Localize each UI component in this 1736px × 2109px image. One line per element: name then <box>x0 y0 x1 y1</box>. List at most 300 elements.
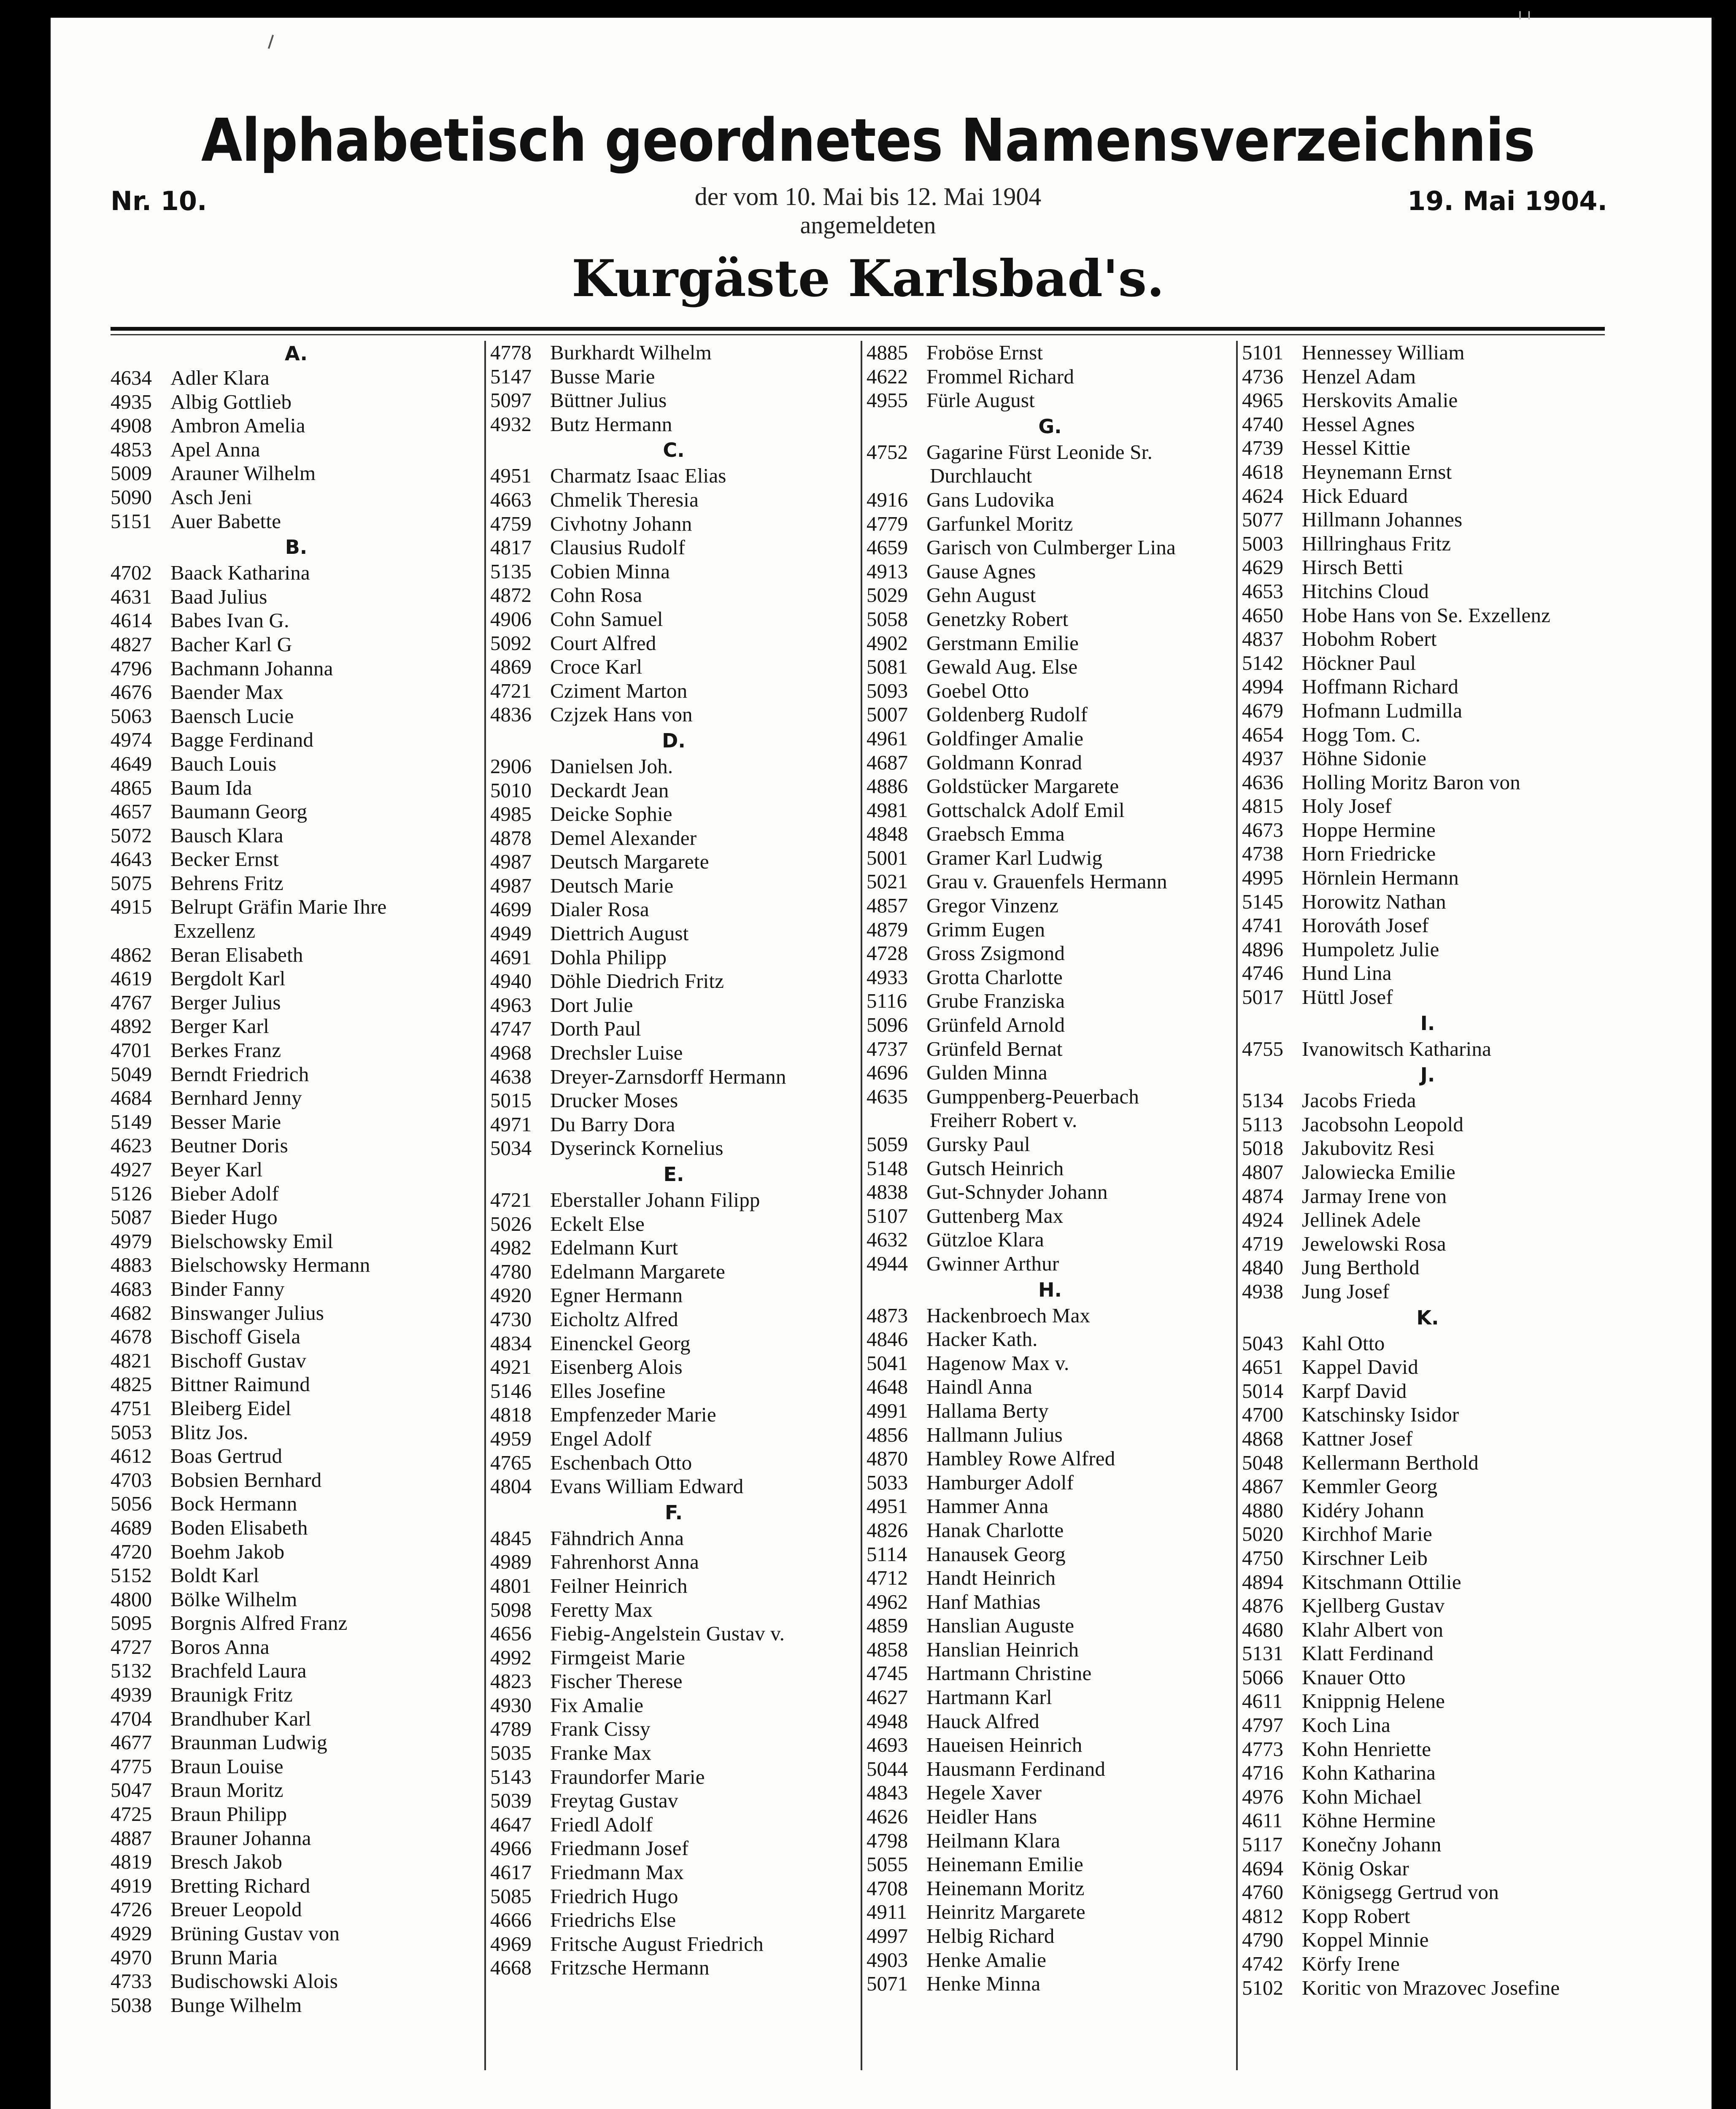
guest-number: 4703 <box>111 1468 152 1491</box>
guest-number: 4981 <box>867 798 908 822</box>
guest-name: Dreyer-Zarnsdorff Hermann <box>550 1065 786 1088</box>
guest-name: Haueisen Heinrich <box>926 1733 1083 1757</box>
guest-entry <box>111 1038 482 1063</box>
guest-entry <box>1242 1113 1613 1137</box>
guest-name: Diettrich August <box>550 922 689 945</box>
guest-number: 4834 <box>490 1331 532 1355</box>
guest-entry <box>111 704 482 728</box>
guest-number: 4738 <box>1242 842 1283 866</box>
guest-name: Jalowiecka Emilie <box>1302 1160 1455 1184</box>
guest-number: 5132 <box>111 1659 152 1683</box>
guest-entry <box>111 485 482 510</box>
guest-number: 4789 <box>490 1717 532 1741</box>
guest-name: Brauner Johanna <box>170 1826 311 1850</box>
guest-name: Gause Agnes <box>926 559 1036 583</box>
guest-name: Dorth Paul <box>550 1017 641 1041</box>
guest-name: Burkhardt Wilhelm <box>550 341 712 364</box>
guest-number: 5066 <box>1242 1665 1283 1689</box>
guest-name: Deicke Sophie <box>550 802 672 826</box>
guest-entry <box>1242 771 1613 795</box>
guest-number: 4878 <box>490 826 532 850</box>
guest-entry <box>867 894 1234 918</box>
guest-name: Braun Philipp <box>170 1802 287 1826</box>
guest-entry <box>111 1325 482 1349</box>
guest-number: 5101 <box>1242 341 1283 364</box>
guest-number: 4701 <box>111 1038 152 1062</box>
guest-name: Hanf Mathias <box>926 1590 1041 1613</box>
guest-number: 4635 <box>867 1084 908 1108</box>
header-rule-thin <box>111 334 1605 335</box>
guest-name: Knauer Otto <box>1302 1665 1406 1689</box>
guest-name: Drucker Moses <box>550 1089 678 1112</box>
guest-name: Bretting Richard <box>170 1874 310 1897</box>
guest-name: Berger Julius <box>170 990 281 1014</box>
guest-name: Grünfeld Arnold <box>926 1013 1065 1037</box>
guest-number: 4611 <box>1242 1689 1283 1713</box>
guest-name: Holy Josef <box>1302 794 1392 818</box>
guest-number: 4879 <box>867 917 908 941</box>
guest-name: Breuer Leopold <box>170 1898 302 1921</box>
guest-number: 5021 <box>867 870 908 893</box>
guest-number: 4868 <box>1242 1427 1283 1450</box>
guest-name: Eckelt Else <box>550 1212 645 1235</box>
guest-entry <box>1242 985 1613 1009</box>
guest-number: 4846 <box>867 1327 908 1351</box>
guest-name: Bacher Karl G <box>170 632 292 656</box>
guest-entry <box>490 464 857 488</box>
guest-name: Jellinek Adele <box>1302 1208 1421 1232</box>
guest-name: Gumppenberg-Peuerbach <box>926 1084 1139 1108</box>
guest-number: 5097 <box>490 388 532 412</box>
guest-name: Goldfinger Amalie <box>926 726 1084 750</box>
guest-name: Hessel Kittie <box>1302 436 1411 460</box>
guest-name: Holling Moritz Baron von <box>1302 770 1520 794</box>
guest-name: Hoppe Hermine <box>1302 818 1436 841</box>
guest-entry <box>490 365 857 389</box>
guest-entry <box>1242 866 1613 890</box>
guest-number: 4970 <box>111 1945 152 1969</box>
guest-name: Hofmann Ludmilla <box>1302 699 1463 722</box>
guest-entry <box>1242 1737 1613 1761</box>
guest-entry <box>1242 1475 1613 1499</box>
guest-entry <box>490 1861 857 1885</box>
guest-number: 5041 <box>867 1351 908 1375</box>
guest-entry <box>1242 842 1613 866</box>
guest-number: 4676 <box>111 680 152 704</box>
guest-name: Ivanowitsch Katharina <box>1302 1037 1492 1060</box>
guest-name: Hessel Agnes <box>1302 412 1415 436</box>
guest-entry <box>1242 1451 1613 1475</box>
guest-entry <box>867 1853 1234 1877</box>
guest-entry <box>867 751 1234 775</box>
guest-number: 4825 <box>111 1373 152 1396</box>
guest-number: 4944 <box>867 1251 908 1275</box>
guest-number: 4930 <box>490 1693 532 1717</box>
guest-number: 5047 <box>111 1778 152 1802</box>
guest-number: 4663 <box>490 488 532 511</box>
guest-number: 4737 <box>867 1037 908 1060</box>
guest-name: Genetzky Robert <box>926 607 1069 631</box>
guest-name: Deutsch Margarete <box>550 850 709 874</box>
guest-number: 4940 <box>490 969 532 993</box>
guest-entry <box>867 822 1234 846</box>
guest-number: 5152 <box>111 1564 152 1587</box>
guest-name: Danielsen Joh. <box>550 754 673 778</box>
guest-entry <box>1242 1332 1613 1356</box>
guest-name: Gross Zsigmond <box>926 941 1065 965</box>
guest-entry <box>1242 699 1613 723</box>
guest-entry <box>1242 1427 1613 1451</box>
guest-name: Baack Katharina <box>170 561 310 585</box>
guest-name: Hagenow Max v. <box>926 1351 1069 1375</box>
guest-name: Braunman Ludwig <box>170 1731 327 1754</box>
guest-number: 4693 <box>867 1733 908 1757</box>
guest-name: Engel Adolf <box>550 1427 652 1450</box>
guest-name: Kohn Henriette <box>1302 1737 1431 1761</box>
guest-number: 5149 <box>111 1110 152 1133</box>
guest-number: 4859 <box>867 1614 908 1637</box>
guest-entry <box>1242 1089 1613 1113</box>
guest-number: 4614 <box>111 609 152 632</box>
guest-number: 4995 <box>1242 866 1283 890</box>
guest-number: 5048 <box>1242 1451 1283 1474</box>
guest-number: 5095 <box>111 1611 152 1635</box>
guest-name: Baad Julius <box>170 585 267 608</box>
guest-number: 5116 <box>867 989 907 1013</box>
guest-name: Jarmay Irene von <box>1302 1184 1447 1208</box>
guest-name: Grotta Charlotte <box>926 965 1063 989</box>
guest-entry <box>490 1136 857 1160</box>
guest-number: 4874 <box>1242 1184 1283 1208</box>
guest-entry <box>1242 1928 1613 1952</box>
guest-entry <box>867 1900 1234 1924</box>
guest-number: 4992 <box>490 1645 532 1669</box>
guest-number: 4921 <box>490 1355 532 1379</box>
guest-entry <box>1242 413 1613 437</box>
guest-name: Helbig Richard <box>926 1924 1055 1947</box>
guest-name: Hobe Hans von Se. Exzellenz <box>1302 603 1551 627</box>
guest-number: 4896 <box>1242 937 1283 961</box>
guest-name: Boas Gertrud <box>170 1444 283 1468</box>
guest-number: 4726 <box>111 1898 152 1921</box>
guest-entry <box>490 969 857 993</box>
guest-entry <box>867 1661 1234 1686</box>
guest-number: 4736 <box>1242 364 1283 388</box>
guest-number: 4959 <box>490 1427 532 1450</box>
guest-entry <box>867 1228 1234 1252</box>
guest-name: Bischoff Gustav <box>170 1348 306 1372</box>
guest-number: 5017 <box>1242 985 1283 1009</box>
guest-name: Kirschner Leib <box>1302 1546 1428 1570</box>
guest-name: Charmatz Isaac Elias <box>550 464 726 488</box>
guest-name: Besser Marie <box>170 1110 281 1133</box>
guest-name: Albig Gottlieb <box>170 390 292 413</box>
guest-number: 4704 <box>111 1707 152 1730</box>
guest-number: 4612 <box>111 1444 152 1468</box>
guest-name: Goldstücker Margarete <box>926 774 1119 798</box>
guest-name: Heinritz Margarete <box>926 1900 1085 1924</box>
guest-name: Fischer Therese <box>550 1669 683 1693</box>
guest-name: Kohn Katharina <box>1302 1761 1436 1785</box>
guest-entry <box>490 388 857 413</box>
guest-name: Kellermann Berthold <box>1302 1451 1479 1474</box>
guest-number: 4906 <box>490 607 532 631</box>
guest-name: Kirchhof Marie <box>1302 1522 1432 1546</box>
guest-name: Klahr Albert von <box>1302 1618 1444 1641</box>
guest-number: 5049 <box>111 1062 152 1086</box>
guest-name: Edelmann Margarete <box>550 1259 725 1283</box>
guest-name: Du Barry Dora <box>550 1112 675 1136</box>
guest-entry <box>867 1686 1234 1710</box>
guest-number: 4611 <box>1242 1809 1283 1832</box>
guest-number: 5010 <box>490 778 532 802</box>
guest-name: Grünfeld Bernat <box>926 1037 1063 1060</box>
guest-number: 4886 <box>867 774 908 798</box>
guest-name: Einenckel Georg <box>550 1331 691 1355</box>
guest-entry <box>490 1908 857 1932</box>
guest-number: 5077 <box>1242 508 1283 531</box>
guest-entry <box>867 774 1234 798</box>
guest-number: 4733 <box>111 1969 152 1993</box>
guest-number: 4951 <box>490 464 532 488</box>
guest-entry <box>490 1550 857 1574</box>
guest-name: Kitschmann Ottilie <box>1302 1570 1461 1594</box>
guest-entry <box>1242 1136 1613 1160</box>
guest-name: Klatt Ferdinand <box>1302 1642 1434 1665</box>
guest-entry <box>1242 1976 1613 2000</box>
guest-name: Eisenberg Alois <box>550 1355 683 1379</box>
guest-number: 4653 <box>1242 579 1283 603</box>
guest-number: 4767 <box>111 990 152 1014</box>
guest-entry <box>1242 1379 1613 1403</box>
guest-entry <box>867 1614 1234 1638</box>
guest-entry <box>1242 1232 1613 1256</box>
guest-name: Heinemann Moritz <box>926 1876 1085 1900</box>
guest-number: 4668 <box>490 1956 532 1980</box>
guest-name: Gregor Vinzenz <box>926 894 1059 917</box>
guest-entry <box>490 1717 857 1741</box>
guest-name: Kopp Robert <box>1302 1904 1410 1928</box>
guest-number: 4719 <box>1242 1232 1283 1255</box>
guest-name: Bölke Wilhelm <box>170 1587 297 1611</box>
guest-name: Jung Berthold <box>1302 1256 1420 1279</box>
guest-entry <box>490 850 857 874</box>
guest-name: Bresch Jakob <box>170 1850 283 1874</box>
guest-entry <box>867 1013 1234 1037</box>
guest-number: 4961 <box>867 726 908 750</box>
guest-number: 4951 <box>867 1494 908 1518</box>
guest-name: Evans William Edward <box>550 1475 744 1498</box>
guest-number: 4750 <box>1242 1546 1283 1570</box>
guest-name: Arauner Wilhelm <box>170 461 316 485</box>
guest-number: 5126 <box>111 1181 152 1205</box>
guest-entry <box>1242 1904 1613 1928</box>
guest-name: Braun Louise <box>170 1754 283 1778</box>
guest-name: Jakubovitz Resi <box>1302 1136 1435 1160</box>
guest-name: Döhle Diedrich Fritz <box>550 969 724 993</box>
guest-number: 4974 <box>111 728 152 752</box>
guest-entry <box>490 1669 857 1694</box>
guest-entry <box>490 1956 857 1980</box>
scan-border-left <box>0 0 51 2109</box>
guest-entry <box>490 536 857 560</box>
guest-name: Busse Marie <box>550 364 655 388</box>
guest-number: 4994 <box>1242 675 1283 699</box>
name-column-2 <box>484 341 857 2070</box>
guest-number: 4643 <box>111 847 152 871</box>
guest-number: 4682 <box>111 1301 152 1324</box>
page-subtitle: Kurgäste Karlsbad's. <box>572 249 1164 308</box>
scan-border-top <box>0 0 1736 18</box>
guest-name: Jacobsohn Leopold <box>1302 1112 1464 1136</box>
guest-name: Freytag Gustav <box>550 1789 678 1812</box>
guest-entry <box>1242 1689 1613 1713</box>
guest-entry <box>1242 1184 1613 1208</box>
guest-name: Hick Eduard <box>1302 484 1408 507</box>
guest-name: Hackenbroech Max <box>926 1303 1091 1327</box>
guest-name: Boros Anna <box>170 1635 270 1659</box>
issue-date: 19. Mai 1904. <box>1407 186 1607 216</box>
guest-number: 4892 <box>111 1014 152 1038</box>
guest-number: 4932 <box>490 412 532 436</box>
guest-entry <box>867 1327 1234 1351</box>
guest-name: Goldmann Konrad <box>926 750 1083 774</box>
guest-entry <box>1242 890 1613 914</box>
guest-entry <box>490 1526 857 1551</box>
guest-name: Köhne Hermine <box>1302 1809 1436 1832</box>
guest-number: 4741 <box>1242 914 1283 937</box>
guest-entry <box>490 802 857 826</box>
guest-number: 4870 <box>867 1447 908 1470</box>
guest-name: Horováth Josef <box>1302 914 1429 937</box>
guest-number: 5113 <box>1242 1112 1283 1136</box>
guest-number: 4804 <box>490 1475 532 1498</box>
guest-number: 4638 <box>490 1065 532 1088</box>
guest-name: Brandhuber Karl <box>170 1707 311 1730</box>
guest-name: Gramer Karl Ludwig <box>926 846 1103 869</box>
guest-name: Hegele Xaver <box>926 1781 1042 1804</box>
guest-number: 4836 <box>490 703 532 726</box>
guest-number: 4908 <box>111 414 152 437</box>
guest-entry <box>490 1574 857 1598</box>
guest-name: Clausius Rudolf <box>550 536 686 559</box>
guest-number: 4885 <box>867 341 908 364</box>
guest-entry <box>111 1516 482 1540</box>
guest-number: 4966 <box>490 1837 532 1860</box>
guest-name: Hartmann Christine <box>926 1661 1092 1685</box>
guest-name: Graebsch Emma <box>926 822 1065 846</box>
guest-name: Bausch Klara <box>170 823 283 847</box>
guest-number: 5087 <box>111 1206 152 1229</box>
guest-entry <box>111 871 482 895</box>
guest-number: 4911 <box>867 1900 907 1924</box>
guest-name: Bobsien Bernhard <box>170 1468 322 1491</box>
guest-name: Koppel Minnie <box>1302 1928 1429 1952</box>
guest-name: Becker Ernst <box>170 847 279 871</box>
guest-name: Blitz Jos. <box>170 1420 248 1444</box>
guest-name: Hanslian Auguste <box>926 1614 1075 1637</box>
guest-name: Brunn Maria <box>170 1945 278 1969</box>
guest-name: Hanak Charlotte <box>926 1518 1064 1542</box>
guest-name: Hausmann Ferdinand <box>926 1757 1106 1780</box>
guest-entry <box>867 1543 1234 1567</box>
guest-entry <box>111 1253 482 1277</box>
guest-entry <box>1242 508 1613 532</box>
guest-entry <box>1242 1952 1613 1976</box>
guest-number: 5009 <box>111 461 152 485</box>
guest-name: Croce Karl <box>550 655 643 679</box>
guest-number: 4683 <box>111 1277 152 1300</box>
guest-number: 4937 <box>1242 747 1283 770</box>
guest-entry <box>1242 580 1613 604</box>
guest-entry <box>111 633 482 657</box>
guest-entry <box>490 512 857 536</box>
guest-name: Hennessey William <box>1302 341 1465 364</box>
guest-number: 4818 <box>490 1403 532 1427</box>
guest-entry <box>867 1133 1234 1157</box>
guest-number: 5001 <box>867 846 908 869</box>
guest-entry <box>111 991 482 1015</box>
guest-entry <box>1242 747 1613 771</box>
guest-number: 5143 <box>490 1765 532 1788</box>
guest-number: 4838 <box>867 1180 908 1204</box>
guest-entry <box>111 1874 482 1898</box>
guest-entry <box>490 755 857 779</box>
guest-name: Hauck Alfred <box>926 1709 1039 1733</box>
guest-name: Hüttl Josef <box>1302 985 1393 1009</box>
guest-name: Hallmann Julius <box>926 1423 1063 1446</box>
guest-number: 4821 <box>111 1348 152 1372</box>
guest-entry <box>1242 1256 1613 1280</box>
guest-entry <box>111 585 482 609</box>
guest-entry <box>867 1180 1234 1204</box>
guest-name: Friedmann Max <box>550 1861 684 1884</box>
guest-entry <box>1242 1713 1613 1737</box>
guest-number: 4696 <box>867 1061 908 1084</box>
guest-name: Drechsler Luise <box>550 1041 683 1065</box>
guest-name: Feilner Heinrich <box>550 1574 688 1597</box>
guest-name: Borgnis Alfred Franz <box>170 1611 348 1635</box>
guest-entry <box>867 1805 1234 1829</box>
guest-name: Elles Josefine <box>550 1379 666 1402</box>
guest-number: 4985 <box>490 802 532 826</box>
guest-entry <box>867 870 1234 894</box>
guest-entry <box>490 1427 857 1451</box>
guest-entry <box>490 1113 857 1137</box>
guest-name: Frank Cissy <box>550 1717 651 1741</box>
guest-entry <box>490 1332 857 1356</box>
guest-entry <box>1242 1594 1613 1618</box>
guest-number: 5003 <box>1242 531 1283 555</box>
guest-name: Deutsch Marie <box>550 874 674 897</box>
guest-number: 5063 <box>111 704 152 728</box>
guest-number: 4894 <box>1242 1570 1283 1594</box>
guest-entry <box>111 776 482 800</box>
guest-entry <box>867 1494 1234 1518</box>
guest-name: Goldenberg Rudolf <box>926 703 1088 726</box>
issue-number: Nr. 10. <box>111 186 207 216</box>
guest-name: Bock Hermann <box>170 1492 297 1516</box>
guest-number: 5146 <box>490 1379 532 1402</box>
guest-name: Bielschowsky Emil <box>170 1229 333 1253</box>
guest-number: 5085 <box>490 1884 532 1908</box>
guest-number: 4796 <box>111 656 152 680</box>
guest-number: 5102 <box>1242 1976 1283 1999</box>
guest-entry <box>867 365 1234 389</box>
guest-name: Baum Ida <box>170 776 252 799</box>
guest-name: Bieder Hugo <box>170 1206 278 1229</box>
guest-number: 5072 <box>111 823 152 847</box>
